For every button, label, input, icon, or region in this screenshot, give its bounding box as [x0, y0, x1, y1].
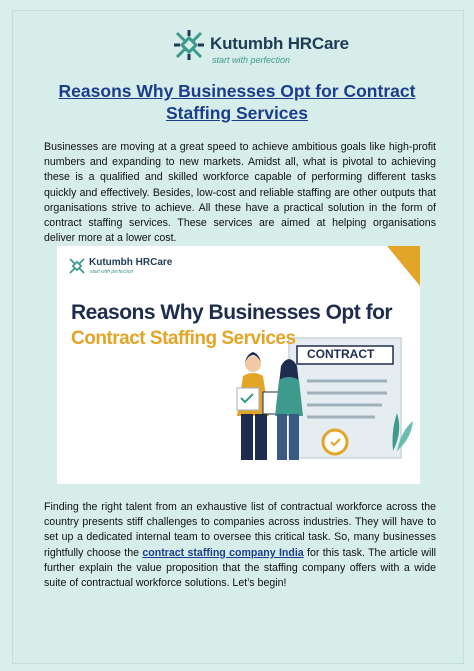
page-title: Reasons Why Businesses Opt for Contract Staffing Services: [58, 81, 416, 123]
banner-brand-tagline: start with perfection: [90, 269, 134, 275]
body-text-before-link: Finding the right talent from an exhaustive list of contractual workforce across the country presents stiff challenges to companies across industries. They will have to set up a dedicated internal team to oversee this critical task. So, many businesses rightfully choose the: [44, 501, 436, 559]
body-text-after-link: for this task. The article will further explain the value proposition that the staffing company offers with a wide suite of contractual workforce solutions. Let’s begin!: [44, 546, 436, 590]
kutumbh-logo-icon: [172, 28, 206, 62]
body-paragraph: [44, 500, 436, 591]
intro-paragraph: Businesses are moving at a great speed to achieve ambitious goals like high-profit numbers and expanding to new markets. Amidst all, what is pivotal to achieving these is a qualified and skilled workforce capable of performing different tasks quickly and effectively. Besides, low-cost and reliable staffing are other outputs that organisations strive to achieve. All these have a practical solution in the form of contract staffing services. These services are aimed at helping organisations deliver more at a lower cost.: [44, 141, 436, 245]
banner-brand-name: Kutumbh HRCare: [89, 257, 173, 268]
brand-name: Kutumbh HRCare: [210, 34, 349, 53]
banner-heading-line1: Reasons Why Businesses Opt for: [71, 301, 393, 324]
contract-staffing-link[interactable]: contract staffing company India: [142, 546, 304, 559]
contract-label: CONTRACT: [307, 347, 375, 361]
banner-logo-icon: [67, 256, 87, 276]
kutumbh-logo: [172, 28, 372, 70]
banner-heading-line2: Contract Staffing Services: [71, 328, 296, 349]
brand-tagline: start with perfection: [212, 55, 291, 65]
banner-illustration: [57, 246, 420, 484]
banner-image: [57, 246, 420, 484]
